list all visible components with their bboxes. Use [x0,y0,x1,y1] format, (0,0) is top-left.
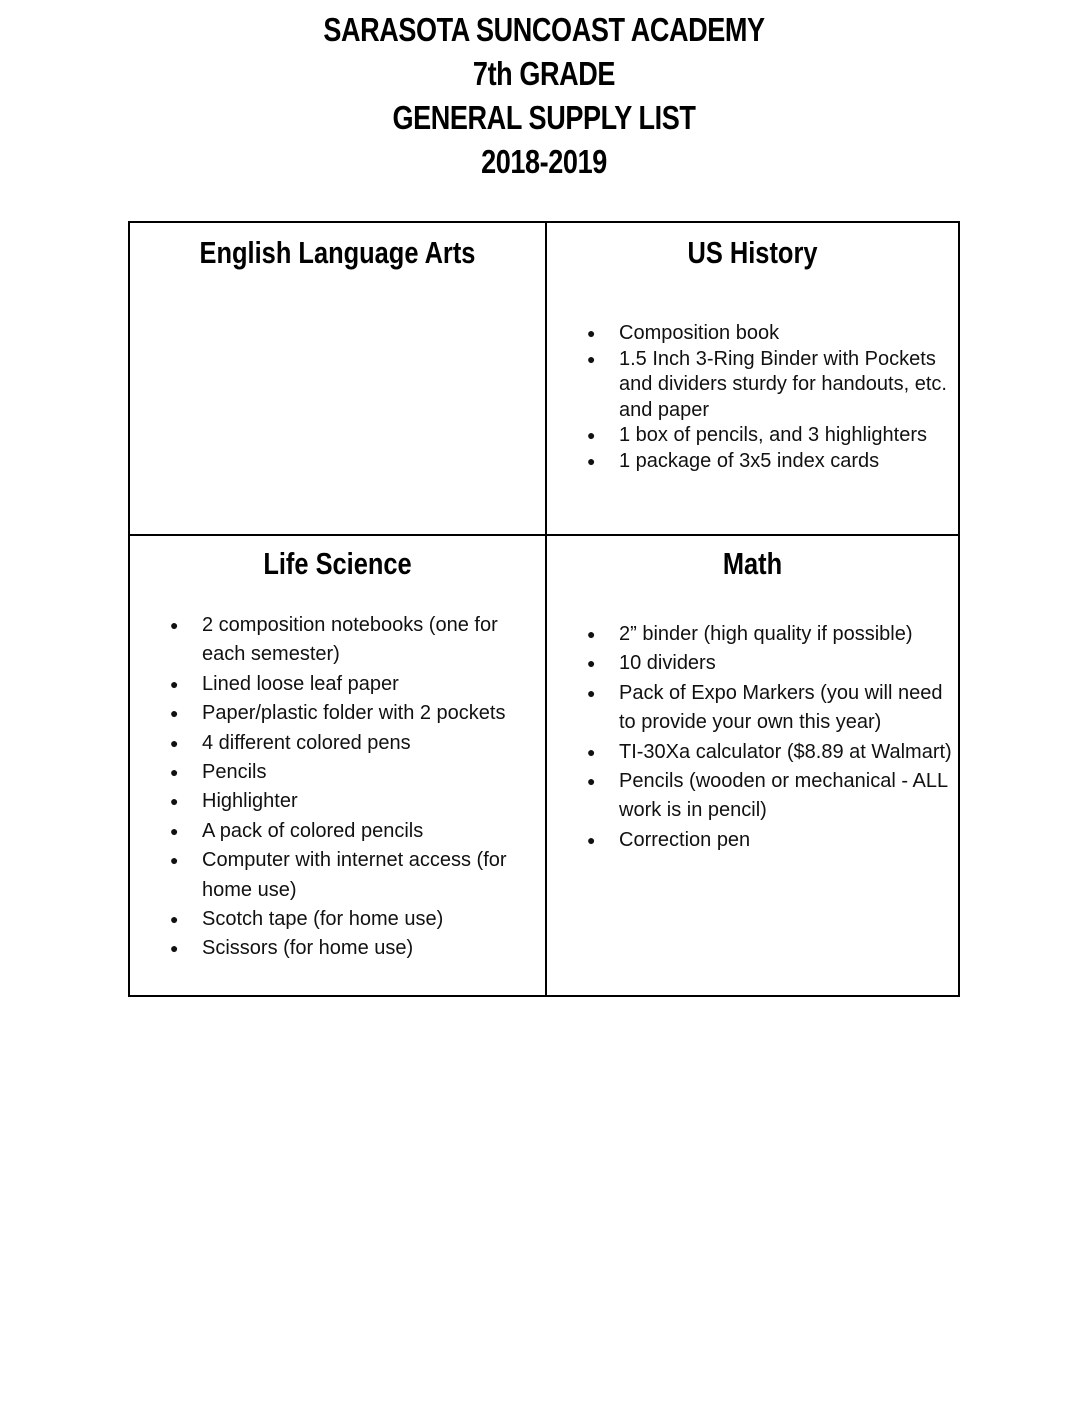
bullet-icon: ● [170,940,179,957]
list-item [156,699,542,728]
section-title-life-science: Life Science [263,546,412,581]
list-item-text: Scissors (for home use) [202,937,414,960]
list-item-text: Computer with internet access (for home use) [202,849,507,901]
bullet-icon: ● [587,831,596,848]
bullet-icon: ● [587,452,596,469]
supply-table [128,221,960,997]
list-item-text: Correction pen [619,828,751,851]
list-item-text: 10 dividers [619,652,716,675]
list-item-text: 1 box of pencils, and 3 highlighters [619,424,927,446]
section-ela [130,223,545,534]
bullet-icon: ● [170,734,179,751]
list-item [156,670,542,699]
list-item [573,679,958,738]
school-name: SARASOTA SUNCOAST ACADEMY [323,11,765,48]
list-item-text: Pack of Expo Markers (you will need to provide your own this year) [619,681,943,734]
bullet-icon: ● [587,350,596,367]
list-item [156,846,542,905]
item-list-life-science [156,611,542,964]
list-title: GENERAL SUPPLY LIST [392,99,696,136]
list-item [156,611,542,670]
bullet-icon: ● [170,822,179,839]
school-year: 2018-2019 [481,143,607,180]
section-life-science [130,536,545,997]
item-list-math [573,620,958,855]
bullet-icon: ● [170,793,179,810]
section-title-us-history: US History [687,235,818,270]
list-item-text: 2 composition notebooks (one for each semester) [202,614,498,666]
bullet-icon: ● [170,911,179,928]
list-item [573,767,958,826]
list-item-text: Paper/plastic folder with 2 pockets [202,702,506,725]
list-item [156,934,542,963]
list-item [156,729,542,758]
item-list-us-history [573,321,958,474]
list-item [573,649,958,678]
bullet-icon: ● [587,655,596,672]
list-item [573,321,958,347]
list-item-text: Composition book [619,322,780,344]
bullet-icon: ● [587,684,596,701]
list-item-text: 4 different colored pens [202,731,411,754]
list-item-text: 1 package of 3x5 index cards [619,449,880,472]
bullet-icon: ● [587,325,596,341]
list-item-text: Pencils [202,761,267,784]
list-item [573,738,958,767]
list-item [573,423,958,449]
list-item-text: TI-30Xa calculator ($8.89 at Walmart) [619,740,952,763]
list-item [573,620,958,649]
list-item-text: Lined loose leaf paper [202,672,399,695]
bullet-icon: ● [170,675,179,692]
section-title-ela: English Language Arts [199,235,476,270]
bullet-icon: ● [587,773,596,790]
bullet-icon: ● [170,764,179,781]
bullet-icon: ● [170,705,179,722]
list-item-text: Scotch tape (for home use) [202,908,444,931]
section-math [547,536,958,997]
list-item [156,787,542,816]
list-item-text: A pack of colored pencils [202,819,424,842]
list-item-text: 2” binder (high quality if possible) [619,623,913,645]
list-item-text: 1.5 Inch 3-Ring Binder with Pockets and dividers sturdy for handouts, etc. and paper [619,347,947,421]
list-item [156,905,542,934]
bullet-icon: ● [587,743,596,760]
document-title [0,8,1088,184]
bullet-icon: ● [587,427,596,443]
list-item [156,817,542,846]
list-item [156,758,542,787]
list-item-text: Pencils (wooden or mechanical - ALL work is in pencil) [619,770,948,822]
list-item [573,449,958,475]
bullet-icon: ● [587,626,596,642]
bullet-icon: ● [170,617,179,633]
list-item [573,347,958,424]
list-item-text: Highlighter [202,790,298,813]
grade-level: 7th GRADE [472,55,616,92]
bullet-icon: ● [170,852,179,869]
section-us-history [547,223,958,534]
list-item [573,826,958,855]
section-title-math: Math [722,546,783,581]
